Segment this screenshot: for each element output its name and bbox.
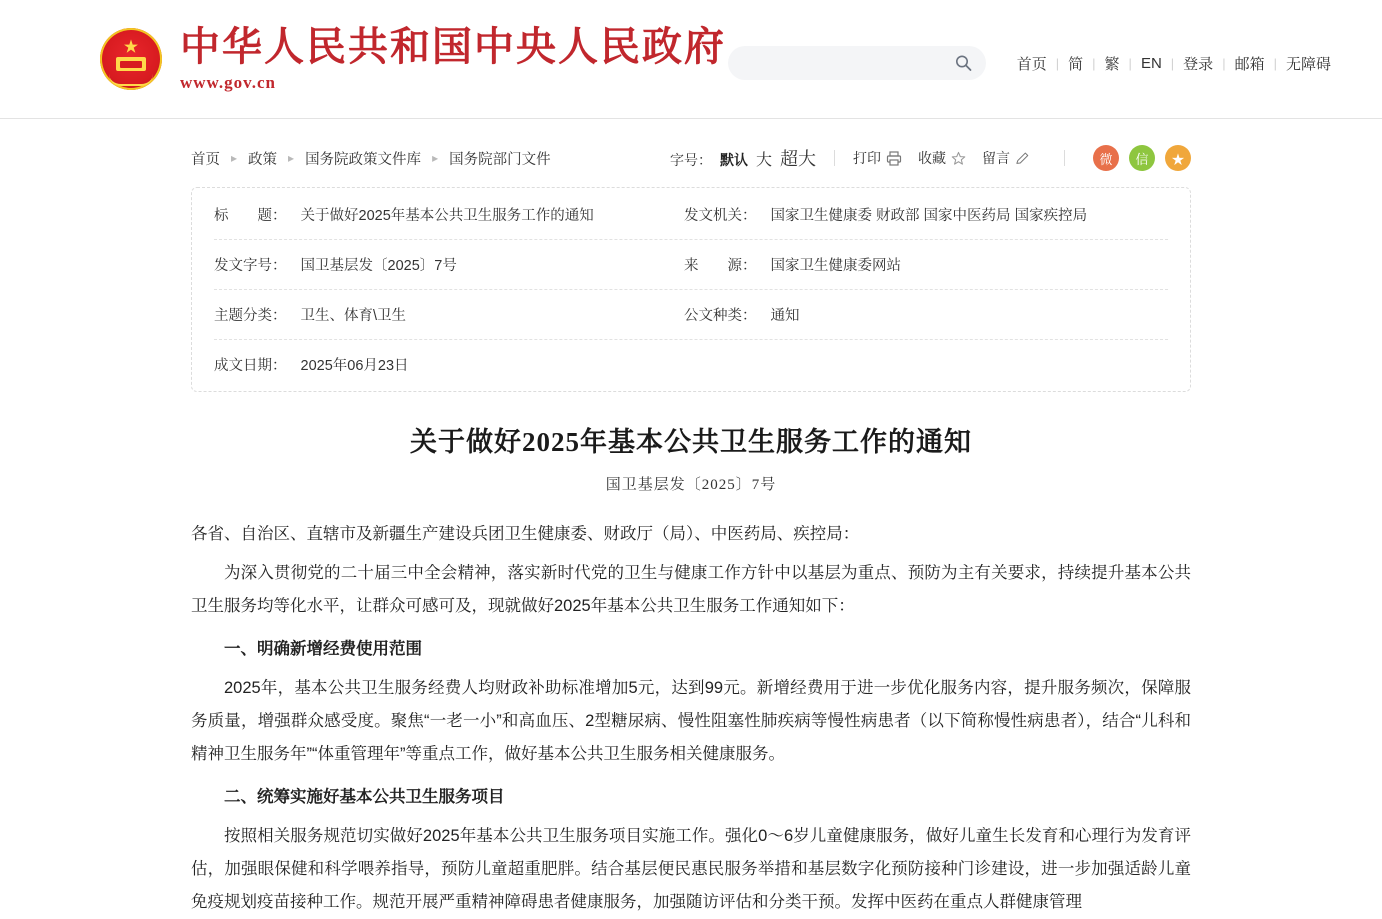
divider: | — [1170, 55, 1175, 71]
section-heading-1: 一、明确新增经费使用范围 — [224, 640, 422, 658]
header-link-mail[interactable]: 邮箱 — [1234, 55, 1265, 73]
meta-cell-title — [214, 204, 684, 225]
meta-value-source: 国家卫生健康委网站 — [770, 258, 901, 274]
header-link-traditional[interactable]: 繁 — [1104, 55, 1120, 73]
meta-value-document-type: 通知 — [770, 308, 800, 324]
document-serial-number: 国卫基层发〔2025〕7号 — [605, 477, 777, 493]
meta-label-issue-date: 成文日期： — [214, 358, 287, 374]
favorite-label: 收藏 — [918, 150, 946, 166]
paragraph-section-1-body: 2025年，基本公共卫生服务经费人均财政补助标准增加5元，达到99元。新增经费用于进一步优化服务内容，提升服务频次，保障服务质量，增强群众感受度。聚焦“一老一小”和高血压、2型糖尿病、慢性阻塞性肺疾病等慢性病患者（以下简称慢性病患者），结合“儿科和精神卫生服务年”“体重管理年”等重点工作，做好基本公共卫生服务相关健康服务。 — [191, 679, 1191, 763]
divider: | — [1128, 55, 1132, 71]
divider: | — [1222, 55, 1226, 71]
search-box[interactable] — [728, 46, 986, 80]
header-link-english[interactable]: EN — [1140, 54, 1162, 72]
emblem-wheat — [109, 74, 153, 86]
meta-cell-document-number — [214, 254, 684, 275]
header-link-login[interactable]: 登录 — [1183, 55, 1214, 73]
page-container — [191, 119, 1191, 919]
meta-row — [214, 190, 1168, 240]
meta-value-subject-category: 卫生、体育\卫生 — [300, 308, 407, 324]
breadcrumb — [191, 148, 551, 169]
printer-icon — [886, 151, 902, 166]
toolbar-row — [191, 141, 1191, 175]
meta-row — [214, 290, 1168, 340]
breadcrumb-arrow-icon: ▸ — [231, 151, 238, 165]
star-icon — [951, 151, 966, 166]
meta-label-document-number: 发文字号： — [214, 258, 287, 274]
comment-button[interactable] — [982, 148, 1030, 168]
brand-text — [180, 25, 726, 93]
site-brand[interactable] — [100, 25, 726, 93]
section-heading-2: 二、统筹实施好基本公共卫生服务项目 — [224, 788, 505, 806]
national-emblem-icon — [100, 28, 162, 90]
comment-label: 留言 — [982, 150, 1010, 166]
paragraph-section-2-body: 按照相关服务规范切实做好2025年基本公共卫生服务项目实施工作。强化0～6岁儿童健康服务，做好儿童生长发育和心理行为发育评估，加强眼保健和科学喂养指导，预防儿童超重肥胖。结合基层便民惠民服务举措和基层数字化预防接种门诊建设，进一步加强适龄儿童免疫规划疫苗接种工作。规范开展严重精神障碍患者健康服务，加强随访评估和分类干预。发挥中医药在重点人群健康管理 — [191, 827, 1191, 911]
breadcrumb-arrow-icon: ▸ — [432, 151, 439, 165]
favorite-button[interactable] — [918, 148, 966, 168]
meta-cell-source — [684, 254, 901, 275]
weibo-share-icon[interactable]: 微 — [1093, 145, 1119, 171]
document-body — [191, 518, 1191, 919]
divider — [834, 150, 835, 166]
paragraph-salutation: 各省、自治区、直辖市及新疆生产建设兵团卫生健康委、财政厅（局）、中医药局、疾控局： — [191, 525, 860, 543]
meta-cell-document-type — [684, 304, 800, 325]
brand-title: 中华人民共和国中央人民政府 — [180, 24, 726, 69]
emblem-gate — [116, 57, 146, 71]
paragraph-preamble: 为深入贯彻党的二十届三中全会精神，落实新时代党的卫生与健康工作方针中以基层为重点、预防为主有关要求，持续提升基本公共卫生服务均等化水平，让群众可感可及，现就做好2025年基本公共卫生服务工作通知如下： — [191, 564, 1191, 615]
font-size-extra-large[interactable]: 超大 — [780, 149, 816, 169]
meta-label-issuing-agency: 发文机关： — [684, 208, 757, 224]
meta-label-source: 来 源： — [684, 258, 757, 274]
divider — [1064, 150, 1065, 166]
breadcrumb-item-policy-library[interactable]: 国务院政策文件库 — [305, 151, 422, 168]
meta-cell-issue-date — [214, 354, 684, 375]
page-title: 关于做好2025年基本公共卫生服务工作的通知 — [410, 427, 972, 457]
header-link-home[interactable]: 首页 — [1016, 55, 1047, 73]
favorite-share-icon[interactable]: ★ — [1165, 145, 1191, 171]
tools — [670, 145, 1191, 171]
divider: | — [1055, 55, 1060, 71]
font-size-large[interactable]: 大 — [755, 152, 772, 169]
meta-cell-subject-category — [214, 304, 684, 325]
social-share-group — [1083, 145, 1191, 171]
wechat-share-icon[interactable]: 信 — [1129, 145, 1155, 171]
emblem-star: ★ — [123, 38, 139, 56]
divider: | — [1092, 55, 1096, 71]
font-size-label: 字号： — [669, 152, 712, 168]
header-link-simplified[interactable]: 简 — [1068, 55, 1084, 73]
breadcrumb-item-home[interactable]: 首页 — [191, 151, 220, 168]
brand-subtitle: www.gov.cn — [180, 73, 276, 92]
meta-row — [214, 240, 1168, 290]
meta-value-issue-date: 2025年06月23日 — [300, 358, 409, 374]
meta-row — [214, 340, 1168, 389]
font-size-control — [670, 145, 816, 171]
meta-value-issuing-agency: 国家卫生健康委 财政部 国家中医药局 国家疾控局 — [770, 208, 1088, 224]
meta-label-title: 标 题： — [214, 208, 287, 224]
font-size-default[interactable]: 默认 — [719, 152, 748, 168]
meta-value-title: 关于做好2025年基本公共卫生服务工作的通知 — [300, 208, 594, 224]
breadcrumb-arrow-icon: ▸ — [288, 151, 295, 165]
document-meta-card — [191, 187, 1191, 392]
breadcrumb-item-department-docs[interactable]: 国务院部门文件 — [449, 151, 551, 168]
print-label: 打印 — [853, 150, 881, 166]
meta-label-document-type: 公文种类： — [684, 308, 757, 324]
breadcrumb-item-policy[interactable]: 政策 — [248, 151, 278, 168]
header-links — [1008, 53, 1340, 74]
pencil-icon — [1015, 151, 1030, 166]
site-header — [0, 0, 1382, 119]
meta-cell-issuing-agency — [684, 204, 1087, 225]
divider: | — [1273, 55, 1277, 71]
meta-value-document-number: 国卫基层发〔2025〕7号 — [300, 258, 457, 274]
print-button[interactable] — [853, 148, 902, 168]
search-input[interactable] — [742, 55, 946, 72]
header-right — [728, 46, 1340, 80]
search-icon[interactable] — [955, 55, 972, 72]
meta-label-subject-category: 主题分类： — [214, 308, 287, 324]
header-link-accessibility[interactable]: 无障碍 — [1285, 55, 1331, 73]
